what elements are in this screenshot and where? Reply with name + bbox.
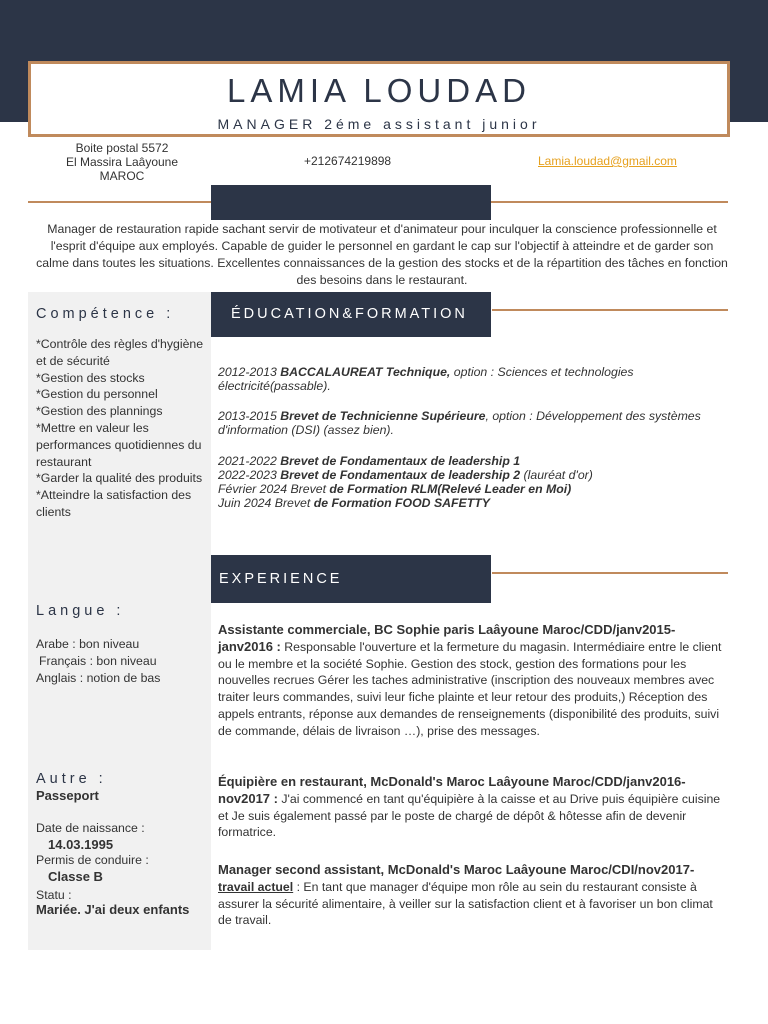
experience-entry: Équipière en restaurant, McDonald's Maroc Laâyoune Maroc/CDD/janv2016-nov2017 : J'ai commencé en tant qu'équipière à la caisse et au Drive puis équipière cuisine et Je suis également passé par le poste de chargé de dépôt & hôtesse afin de devenir formatrice. (218, 774, 721, 840)
divider-line (492, 309, 728, 311)
education-entry: 2013-2015 Brevet de Technicienne Supérieure, option : Développement des systèmes d'information (DSI) (assez bien). (218, 409, 701, 437)
address-line: El Massira Laâyoune (65, 155, 179, 169)
experience-heading: EXPERIENCE (219, 571, 343, 587)
passeport-label: Passeport (36, 788, 99, 803)
birthdate-value: 14.03.1995 (48, 837, 114, 852)
birthdate-label: Date de naissance : (36, 821, 145, 835)
competence-list (36, 336, 208, 521)
education-heading-bar (211, 292, 491, 337)
competence-item: *Garder la qualité des produits (36, 471, 203, 486)
address-line: MAROC (99, 169, 145, 183)
competence-item: *Mettre en valeur les performances quotidiennes du restaurant (36, 420, 202, 469)
license-label: Permis de conduire : (36, 853, 149, 867)
status-value: Mariée. J'ai deux enfants (36, 902, 190, 917)
current-job-link: travail actuel (218, 879, 294, 894)
divider-line (492, 572, 728, 574)
langue-item: Français : bon niveau (39, 653, 157, 668)
experience-heading-bar (211, 555, 491, 603)
autre-heading: Autre : (36, 771, 107, 787)
education-entry: Février 2024 Brevet de Formation RLM(Relevé Leader en Moi) (218, 482, 572, 496)
langue-item: Anglais : notion de bas (36, 670, 161, 685)
education-heading: ÉDUCATION&FORMATION (231, 306, 468, 322)
education-entry: 2021-2022 Brevet de Fondamentaux de leadership 1 (218, 454, 521, 468)
profile-summary: Manager de restauration rapide sachant servir de motivateur et d'animateur pour inculquer la conscience professionnelle et l'esprit d'équipe aux employés. Capable de guider le personnel en gardant le cap sur l'objectif à atteindre et de garder son calme dans toutes les situations. Excellentes connaissances de la gestion des stocks et de la répartition des tâches en fonction des besoins dans le restaurant. (36, 222, 728, 287)
candidate-title: MANAGER 2éme assistant junior (217, 116, 541, 132)
experience-entry: Manager second assistant, McDonald's Maroc Laâyoune Maroc/CDI/nov2017-travail actuel : En tant que manager d'équipe mon rôle au sein du restaurant consiste à assurer la sécurité alimentaire, à veiller sur la satisfaction client et à favoriser un bon climat de travail. (218, 862, 713, 928)
license-value: Classe B (48, 869, 103, 884)
address-line: Boite postal 5572 (75, 141, 169, 155)
experience-entry: Assistante commerciale, BC Sophie paris Laâyoune Maroc/CDD/janv2015-janv2016 : Responsable l'ouverture et la fermeture du magasin. Intermédiaire entre le client ou le membre et la société Sophie. Gestion des stock, gestion des formations pour les nouvelles recrues Gérer les taches administrative (inscription des nouveaux membres avec traiter leurs commandes, suivi leur fiche plainte et leur retour des produits,) Réception des appels entrants, réponse aux demandes de renseignements (disponibilité des produits, suivi de commande, délais de livraison …), prise des messages. (218, 622, 722, 738)
competence-item: *Atteindre la satisfaction des clients (36, 488, 192, 519)
status-label: Statu : (36, 888, 72, 902)
decorative-block (211, 185, 491, 220)
langue-list (36, 636, 208, 686)
education-entry: 2022-2023 Brevet de Fondamentaux de leadership 2 (lauréat d'or) (218, 468, 593, 482)
contact-address (40, 141, 204, 183)
contact-email-link[interactable]: Lamia.loudad@gmail.com (538, 154, 677, 168)
name-box (28, 61, 730, 137)
competence-heading: Compétence : (36, 306, 175, 322)
competence-item: *Gestion des stocks (36, 370, 145, 385)
langue-item: Arabe : bon niveau (36, 637, 140, 651)
contact-phone: +212674219898 (304, 154, 392, 168)
competence-item: *Gestion du personnel (36, 387, 158, 402)
competence-item: *Contrôle des règles d'hygiène et de sécurité (36, 337, 204, 368)
education-entry: Juin 2024 Brevet de Formation FOOD SAFETTY (218, 496, 490, 510)
competence-item: *Gestion des plannings (36, 404, 163, 419)
candidate-name: LAMIA LOUDAD (227, 72, 531, 109)
langue-heading: Langue : (36, 603, 125, 619)
education-entry: 2012-2013 BACCALAUREAT Technique, option : Sciences et technologies électricité(passable). (218, 365, 634, 393)
